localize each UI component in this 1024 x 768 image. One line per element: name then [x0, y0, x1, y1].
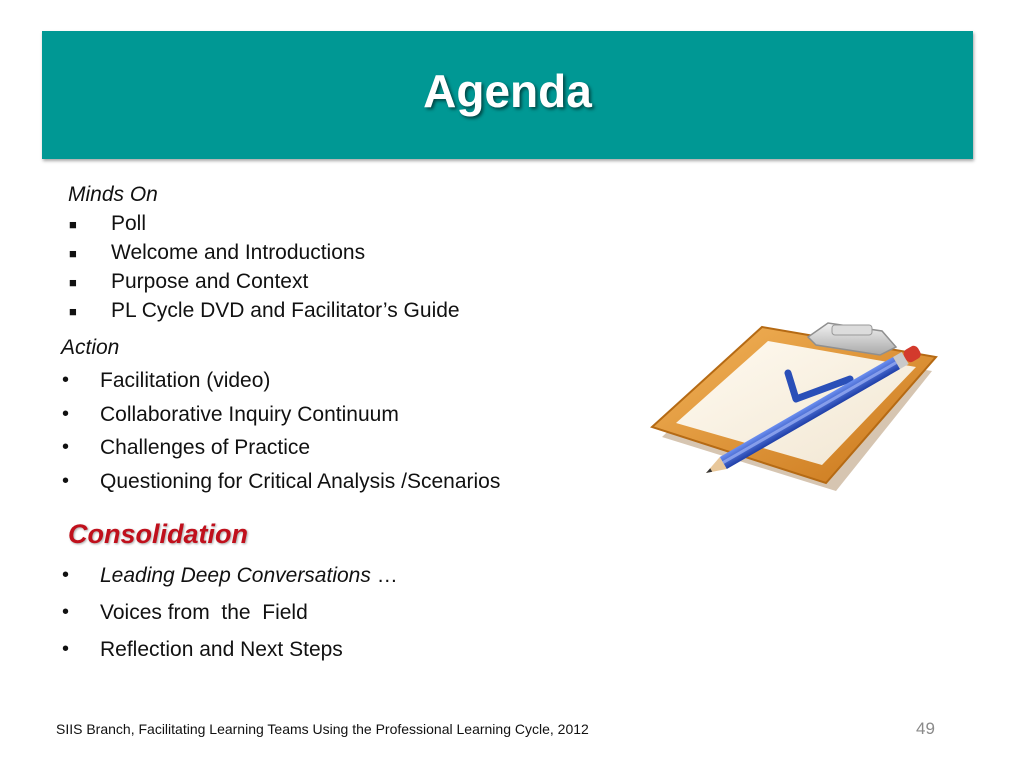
footer-text: SIIS Branch, Facilitating Learning Teams Using the Professional Learning Cycle, 2012 — [56, 721, 589, 737]
minds-on-item: Purpose and Context — [111, 270, 309, 293]
page-number: 49 — [916, 719, 935, 738]
consolidation-item: Reflection and Next Steps — [100, 638, 343, 661]
minds-on-item: PL Cycle DVD and Facilitator’s Guide — [111, 299, 460, 322]
minds-on-heading: Minds On — [68, 183, 158, 206]
square-bullet-icon: ■ — [69, 304, 77, 319]
action-heading: Action — [61, 336, 120, 359]
consolidation-item: Voices from the Field — [100, 601, 308, 624]
dot-bullet-icon: • — [62, 403, 70, 425]
action-item: Challenges of Practice — [100, 436, 311, 459]
title-bar — [42, 31, 973, 159]
dot-bullet-icon: • — [62, 564, 70, 586]
action-item: Facilitation (video) — [100, 369, 271, 392]
consolidation-item-ellipsis: … — [370, 564, 398, 587]
consolidation-item — [100, 565, 398, 586]
consolidation-heading: Consolidation — [68, 519, 248, 549]
clipboard-with-checkmark-and-pencil-icon — [640, 315, 940, 500]
dot-bullet-icon: • — [62, 369, 70, 391]
consolidation-item-emphasis: Leading Deep Conversations — [100, 564, 371, 587]
square-bullet-icon: ■ — [69, 217, 77, 232]
minds-on-item: Poll — [111, 212, 147, 235]
action-item: Questioning for Critical Analysis /Scenarios — [100, 470, 501, 493]
dot-bullet-icon: • — [62, 601, 70, 623]
dot-bullet-icon: • — [62, 638, 70, 660]
dot-bullet-icon: • — [62, 436, 70, 458]
dot-bullet-icon: • — [62, 470, 70, 492]
action-item: Collaborative Inquiry Continuum — [100, 403, 399, 426]
minds-on-item: Welcome and Introductions — [111, 241, 366, 264]
square-bullet-icon: ■ — [69, 275, 77, 290]
square-bullet-icon: ■ — [69, 246, 77, 261]
slide-title: Agenda — [423, 65, 592, 117]
